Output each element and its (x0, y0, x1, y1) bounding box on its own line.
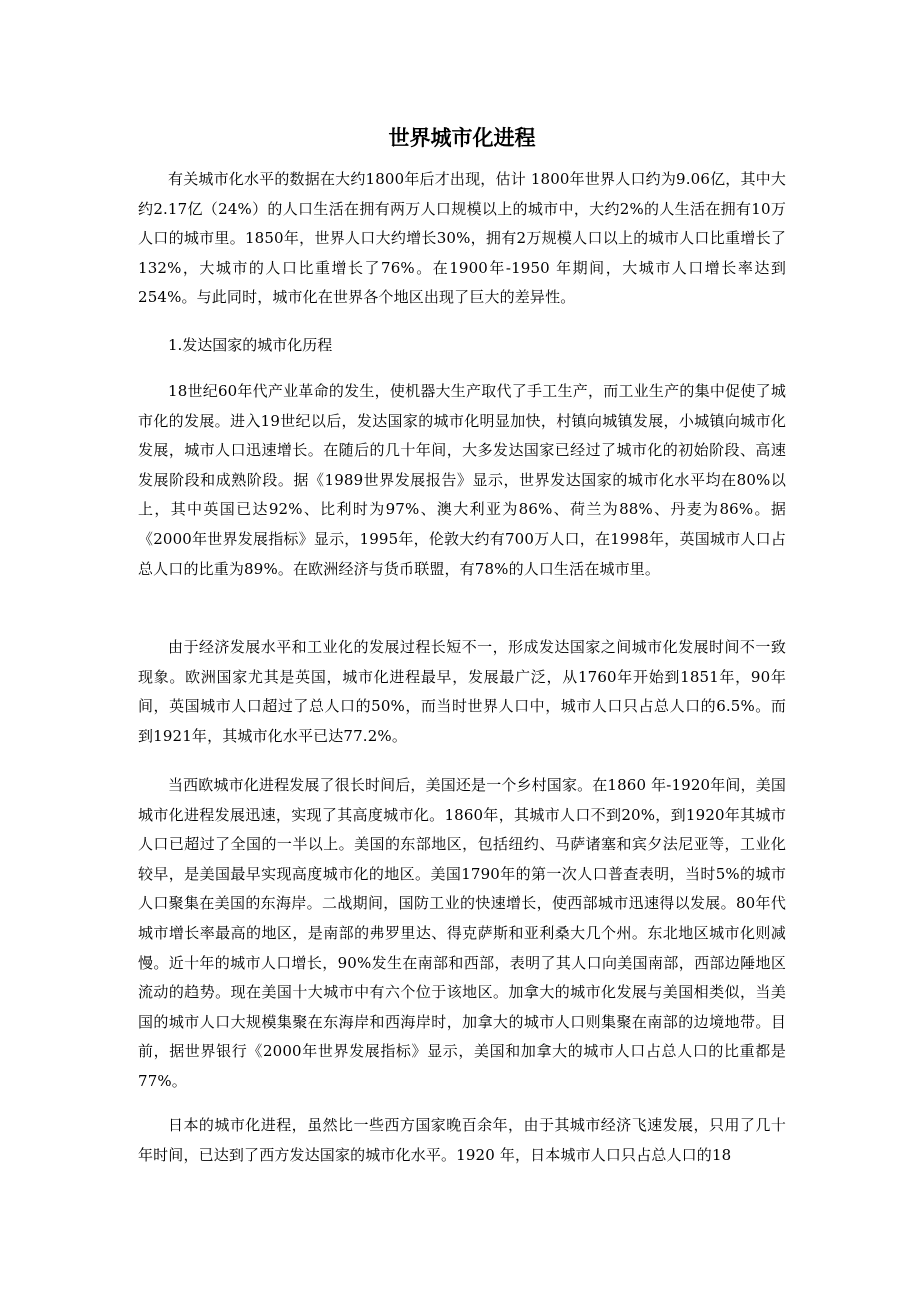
paragraph-usa-canada: 当西欧城市化进程发展了很长时间后，美国还是一个乡村国家。在1860 年-1920年间，美国城市化进程发展迅速，实现了其高度城市化。1860年，其城市人口不到20%，到1920年其城市人口已超过了全国的一半以上。美国的东部地区，包括纽约、马萨诸塞和宾夕法尼亚等，工业化较早，是美国最早实现高度城市化的地区。美国1790年的第一次人口普查表明，当时5%的城市人口聚集在美国的东海岸。二战期间，国防工业的快速增长，使西部城市迅速得以发展。80年代城市增长率最高的地区，是南部的弗罗里达、得克萨斯和亚利桑大几个州。东北地区城市化则减慢。近十年的城市人口增长，90%发生在南部和西部，表明了其人口向美国南部，西部边陲地区流动的趋势。现在美国十大城市中有六个位于该地区。加拿大的城市化发展与美国相类似，当美国的城市人口大规模集聚在东海岸和西海岸时，加拿大的城市人口则集聚在南部的边境地带。目前，据世界银行《2000年世界发展指标》显示，美国和加拿大的城市人口占总人口的比重都是77%。 (138, 776, 786, 1090)
paragraph-japan: 日本的城市化进程，虽然比一些西方国家晚百余年，由于其城市经济飞速发展，只用了几十年时间，已达到了西方发达国家的城市化水平。1920 年，日本城市人口只占总人口的18 (138, 1116, 786, 1164)
section-heading-developed-countries: 1.发达国家的城市化历程 (168, 336, 333, 354)
paragraph-intro: 有关城市化水平的数据在大约1800年后才出现，估计 1800年世界人口约为9.06亿，其中大约2.17亿（24%）的人口生活在拥有两万人口规模以上的城市中，大约2%的人生活在拥有10万人口的城市里。1850年，世界人口大约增长30%，拥有2万规模人口以上的城市人口比重增长了132%，大城市的人口比重增长了76%。在1900年-1950 年期间，大城市人口增长率达到254%。与此同时，城市化在世界各个地区出现了巨大的差异性。 (138, 170, 786, 307)
paragraph-europe-britain: 由于经济发展水平和工业化的发展过程长短不一，形成发达国家之间城市化发展时间不一致现象。欧洲国家尤其是英国，城市化进程最早，发展最广泛，从1760年开始到1851年，90年间，英国城市人口超过了总人口的50%，而当时世界人口中，城市人口只占总人口的6.5%。而到1921年，其城市化水平已达77.2%。 (138, 638, 786, 745)
document-title: 世界城市化进程 (388, 126, 536, 150)
paragraph-industrial-revolution: 18世纪60年代产业革命的发生，使机器大生产取代了手工生产，而工业生产的集中促使了城市化的发展。进入19世纪以后，发达国家的城市化明显加快，村镇向城镇发展，小城镇向城市化发展，城市人口迅速增长。在随后的几十年间，大多发达国家已经过了城市化的初始阶段、高速发展阶段和成熟阶段。据《1989世界发展报告》显示，世界发达国家的城市化水平均在80%以上，其中英国已达92%、比利时为97%、澳大利亚为86%、荷兰为88%、丹麦为86%。据《2000年世界发展指标》显示，1995年，伦敦大约有700万人口，在1998年，英国城市人口占总人口的比重为89%。在欧洲经济与货币联盟，有78%的人口生活在城市里。 (138, 382, 786, 578)
